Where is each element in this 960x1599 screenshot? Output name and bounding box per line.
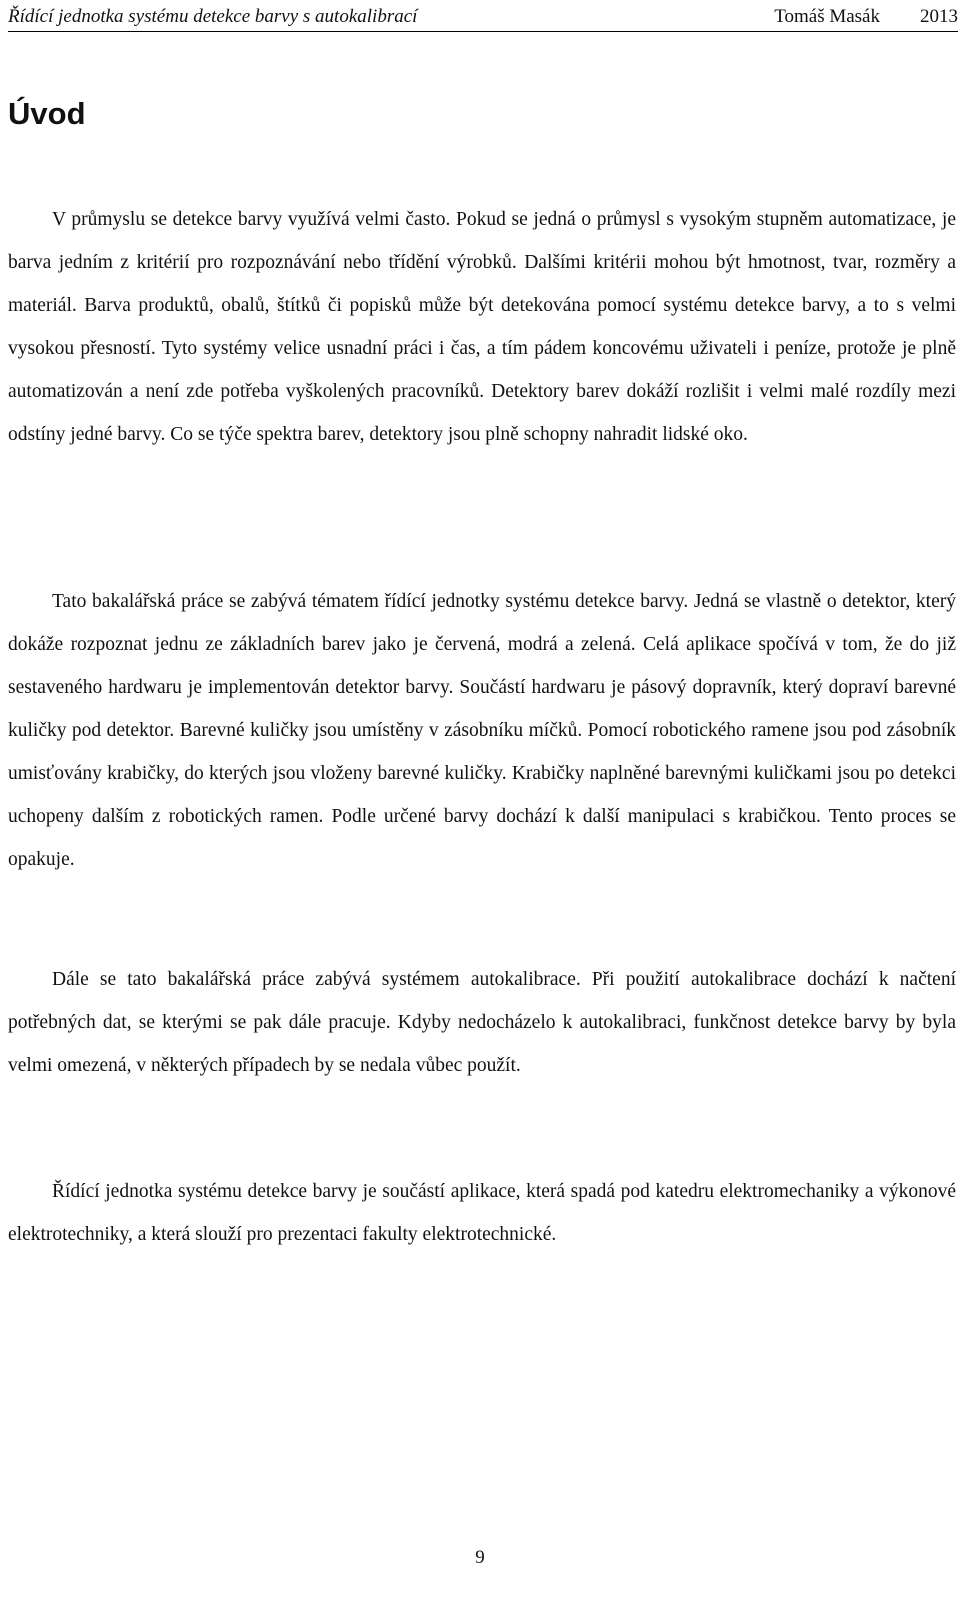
header-author: Tomáš Masák [774, 6, 880, 27]
paragraph-3: Dále se tato bakalářská práce zabývá systémem autokalibrace. Při použití autokalibrace dochází k načtení potřebných dat, se kterými se pak dále pracuje. Kdyby nedocházelo k autokalibraci, funkčnost detekce barvy by byla velmi omezená, v některých případech by se nedala vůbec použít. [8, 969, 956, 1076]
paragraph-2: Tato bakalářská práce se zabývá tématem řídící jednotky systému detekce barvy. Jedná se vlastně o detektor, který dokáže rozpoznat jednu ze základních barev jako je červená, modrá a zelená. Celá aplikace spočívá v tom, že do již sestaveného hardwaru je implementován detektor barvy. Součástí hardwaru je pásový dopravník, který dopraví barevné kuličky pod detektor. Barevné kuličky jsou umístěny v zásobníku míčků. Pomocí robotického ramene jsou pod zásobník umisťovány krabičky, do kterých jsou vloženy barevné kuličky. Krabičky naplněné barevnými kuličkami jsou po detekci uchopeny dalším z robotických ramen. Podle určené barvy dochází k další manipulaci s krabičkou. Tento proces se opakuje. [8, 591, 956, 870]
header-title: Řídící jednotka systému detekce barvy s autokalibrací [8, 6, 418, 27]
running-header [8, 4, 958, 32]
chapter-heading: Úvod [8, 96, 86, 131]
paragraph-1: V průmyslu se detekce barvy využívá velmi často. Pokud se jedná o průmysl s vysokým stupněm automatizace, je barva jedním z kritérií pro rozpoznávání nebo třídění výrobků. Dalšími kritérii mohou být hmotnost, tvar, rozměry a materiál. Barva produktů, obalů, štítků či popisků může být detekována pomocí systému detekce barvy, a to s velmi vysokou přesností. Tyto systémy velice usnadní práci i čas, a tím pádem koncovému uživateli i peníze, protože je plně automatizován a není zde potřeba vyškolených pracovníků. Detektory barev dokáží rozlišit i velmi malé rozdíly mezi odstíny jedné barvy. Co se týče spektra barev, detektory jsou plně schopny nahradit lidské oko. [8, 209, 956, 445]
header-year: 2013 [920, 6, 958, 27]
paragraph-4: Řídící jednotka systému detekce barvy je součástí aplikace, která spadá pod katedru elektromechaniky a výkonové elektrotechniky, a která slouží pro prezentaci fakulty elektrotechnické. [8, 1181, 956, 1245]
page-number: 9 [475, 1547, 485, 1568]
